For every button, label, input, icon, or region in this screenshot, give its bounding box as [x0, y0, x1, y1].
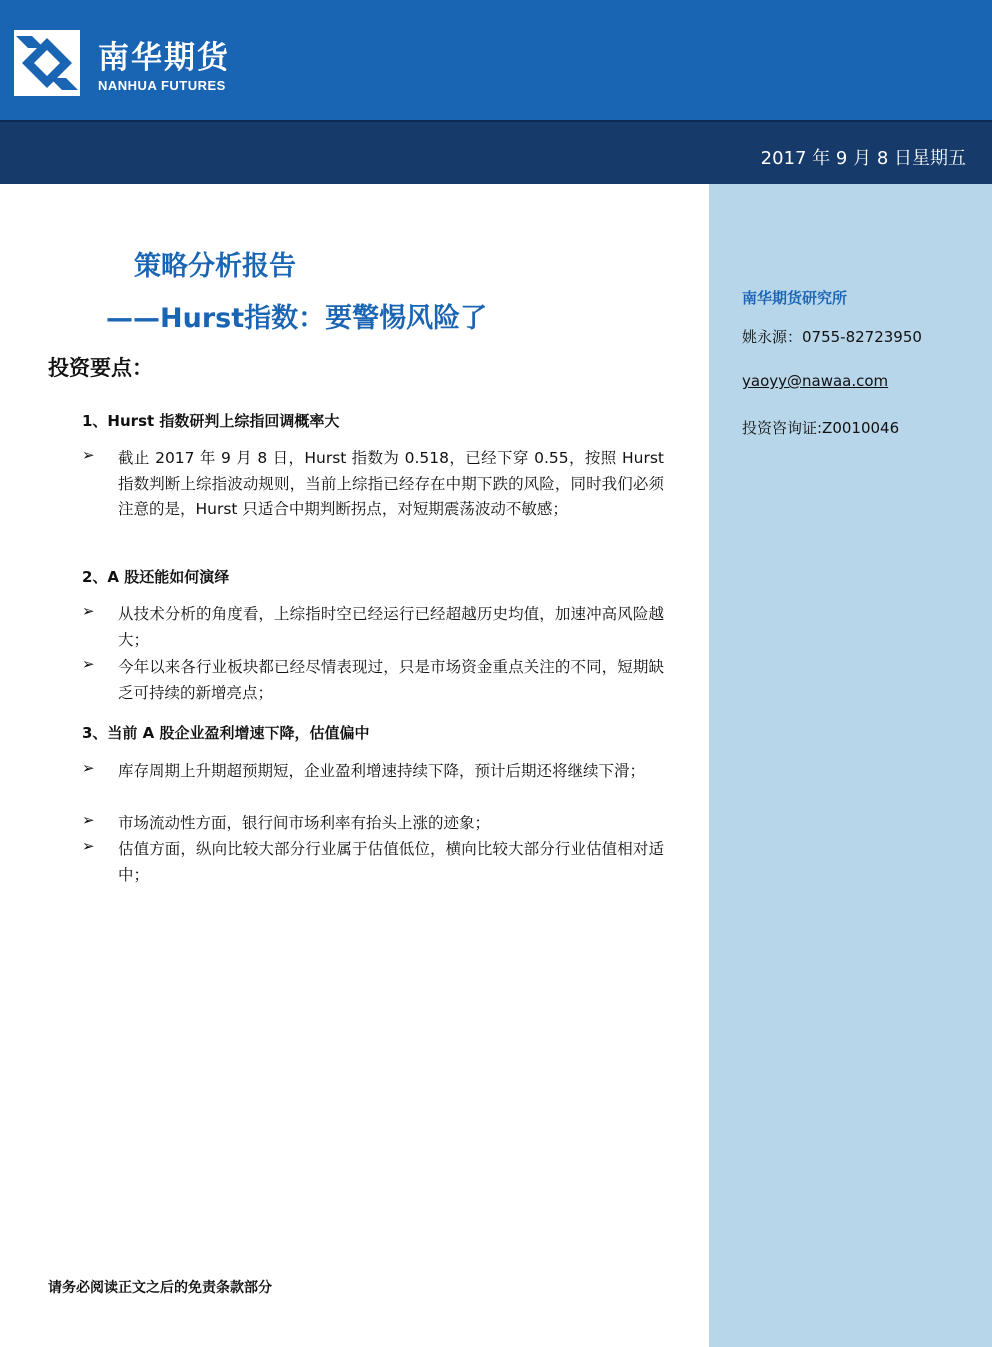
- logo-name-cn: 南华期货: [98, 40, 230, 76]
- disclaimer-note: 请务必阅读正文之后的免责条款部分: [48, 1280, 272, 1296]
- arrow-bullet-icon: ➢: [82, 446, 95, 464]
- section-heading-1: 1、Hurst 指数研判上综指回调概率大: [82, 412, 340, 430]
- bullet-text: 库存周期上升期超预期短，企业盈利增速持续下降，预计后期还将继续下滑；: [118, 762, 646, 780]
- sidebar-institute: 南华期货研究所: [742, 289, 848, 307]
- arrow-bullet-icon: ➢: [82, 837, 95, 855]
- report-title: 策略分析报告: [134, 251, 296, 282]
- sidebar-contact: 姚永源：0755-82723950: [742, 328, 922, 346]
- arrow-bullet-icon: ➢: [82, 655, 95, 673]
- bullet-text: 从技术分析的角度看，上综指时空已经运行已经超越历史均值，加速冲高风险越大；: [118, 605, 664, 649]
- bullet-text: 截止 2017 年 9 月 8 日，Hurst 指数为 0.518，已经下穿 0.55，按照 Hurst 指数判断上综指波动规则，当前上综指已经存在中期下跌的风险，同时我们必须注意的是，Hurst 只适合中期判断拐点，对短期震荡波动不敏感；: [118, 449, 664, 518]
- sidebar-email-link[interactable]: yaoyy@nawaa.com: [742, 372, 889, 390]
- nanhua-logo-icon: [14, 30, 80, 96]
- company-logo: [14, 30, 244, 100]
- bullet-text: 估值方面，纵向比较大部分行业属于估值低位，横向比较大部分行业估值相对适中；: [118, 840, 664, 884]
- key-points-heading: 投资要点：: [48, 356, 153, 380]
- report-subtitle: ——Hurst指数：要警惕风险了: [106, 303, 488, 334]
- arrow-bullet-icon: ➢: [82, 602, 95, 620]
- bullet-text: 今年以来各行业板块都已经尽情表现过，只是市场资金重点关注的不同，短期缺乏可持续的新增亮点；: [118, 658, 664, 702]
- bullet-text: 市场流动性方面，银行间市场利率有抬头上涨的迹象；: [118, 814, 491, 832]
- arrow-bullet-icon: ➢: [82, 759, 95, 777]
- report-date: 2017 年 9 月 8 日星期五: [760, 148, 966, 169]
- sidebar-license: 投资咨询证:Z0010046: [742, 419, 900, 437]
- header-banner: [0, 0, 992, 120]
- logo-name-en: NANHUA FUTURES: [98, 78, 226, 93]
- sidebar-panel: [709, 184, 992, 1347]
- section-heading-3: 3、当前 A 股企业盈利增速下降，估值偏中: [82, 724, 370, 742]
- arrow-bullet-icon: ➢: [82, 811, 95, 829]
- section-heading-2: 2、A 股还能如何演绎: [82, 568, 230, 586]
